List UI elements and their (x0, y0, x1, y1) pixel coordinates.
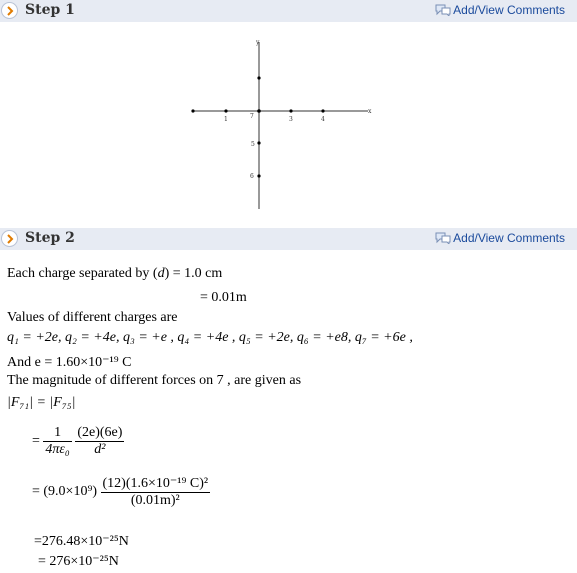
solution-result-1: = $\frac{1}{\text{4πε₀}}$ $\frac{(2e)(6e)}{\text{d²}}$ (32, 425, 123, 457)
label-5: 5 (251, 141, 255, 148)
comment-bubble-icon (435, 232, 451, 244)
chevron-right-icon[interactable] (1, 2, 18, 19)
solution-line-separation: Each charge separated by (d) = 1.0 cm (7, 266, 223, 281)
solution-line-magnitude: The magnitude of different forces on 7 , are given as (7, 373, 302, 388)
charge-diagram (0, 22, 577, 228)
step-2-header[interactable] (0, 228, 577, 250)
solution-line-values-heading: Values of different charges are (7, 310, 178, 325)
add-view-comments-link[interactable]: Add/View Comments (435, 231, 565, 245)
comment-bubble-icon (435, 4, 451, 16)
step-title: Step 1 (25, 2, 75, 18)
solution-result-2: = (9.0×10⁹) $\frac{\text{(12)(1.6×10⁻¹⁹ C)²}}{\text{(0.01m)²}}$ (32, 476, 209, 508)
chevron-right-icon[interactable] (1, 230, 18, 247)
solution-line-e-value: And e = 1.60×10⁻¹⁹ C (7, 355, 132, 370)
solution-line-abs-equality: |F₇₁| = |F₇₅| (7, 395, 76, 410)
label-7: 7 (250, 113, 254, 120)
axis-y-label: y (256, 39, 260, 46)
step-1-header[interactable] (0, 0, 577, 22)
label-6: 6 (250, 173, 254, 180)
step-title: Step 2 (25, 230, 75, 246)
solution-result-4: = 276×10⁻²⁵N (38, 554, 119, 569)
solution-line-charges: q₁ = +2e, q₂ = +4e, q₃ = +e , q₄ = +4e , q₅ = +2e, q₆ = +e8, q₇ = +6e , (7, 330, 413, 345)
solution-result-3: =276.48×10⁻²⁵N (34, 534, 129, 549)
label-1: 1 (224, 116, 228, 123)
add-view-comments-link[interactable]: Add/View Comments (435, 3, 565, 17)
axis-x-label: x (368, 108, 372, 115)
label-3: 3 (289, 116, 293, 123)
solution-line-meters: = 0.01m (200, 290, 247, 305)
label-4: 4 (321, 116, 325, 123)
